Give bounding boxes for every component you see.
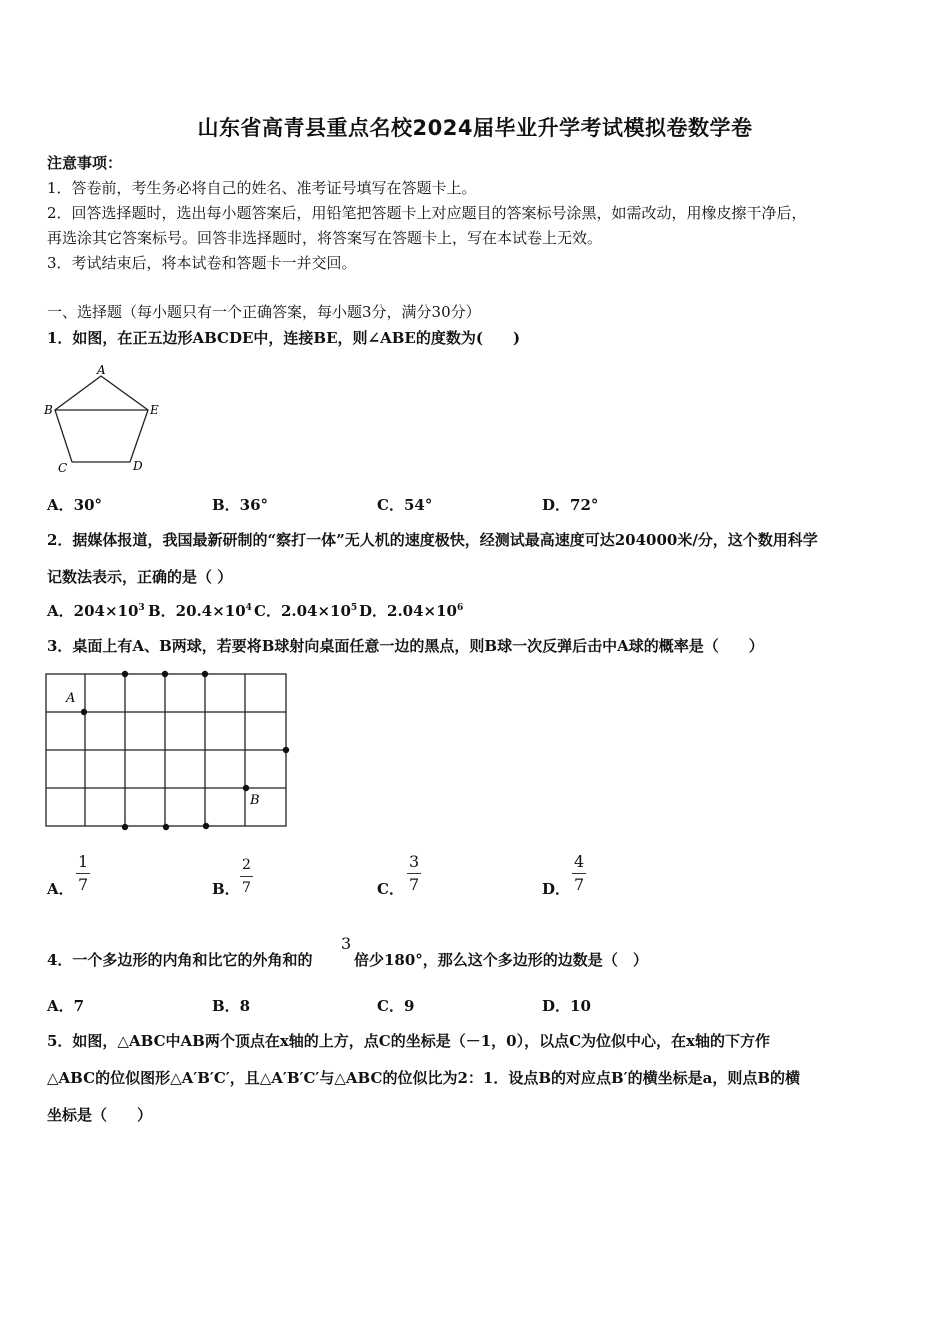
q1-option-b: B．36°: [212, 496, 269, 514]
pentagon-label-e: E: [150, 403, 159, 417]
question-2-stem-line2: 记数法表示，正确的是（ ）: [47, 568, 233, 586]
billiard-grid-figure: [40, 666, 295, 836]
edge-dot: [122, 824, 128, 830]
q1-option-c: C．54°: [377, 496, 433, 514]
edge-dot: [283, 747, 289, 753]
notice-heading: 注意事项：: [47, 154, 123, 172]
q2-option-c: C．$2.04\times 10^5$: [254, 602, 358, 620]
pentagon-label-c: C: [58, 461, 68, 475]
pentagon-label-d: D: [133, 459, 143, 473]
q3-option-a-letter: A．: [47, 880, 74, 898]
ball-a-dot: [81, 709, 87, 715]
pentagon-label-b: B: [44, 403, 53, 417]
question-4-number: 3: [341, 934, 352, 953]
grid-label-b: B: [250, 793, 260, 808]
pentagon-label-a: A: [97, 363, 106, 377]
notice-item: 2．回答选择题时，选出每小题答案后，用铅笔把答题卡上对应题目的答案标号涂黑，如需改动，用橡皮擦干净后，: [47, 204, 807, 222]
q1-option-d: D．72°: [542, 496, 599, 514]
pentagon-figure: [40, 362, 165, 477]
q3-option-b-letter: B．: [212, 880, 240, 898]
q3-option-c-fraction: 3 7: [409, 852, 420, 894]
q3-option-d-letter: D．: [542, 880, 571, 898]
q2-option-d: D．$2.04\times 10^6$: [359, 602, 464, 620]
notice-item: 3．考试结束后，将本试卷和答题卡一并交回。: [47, 254, 357, 272]
q3-option-d-fraction: 4 7: [574, 852, 585, 894]
edge-dot: [202, 671, 208, 677]
question-2-stem-line1: 2．据媒体报道，我国最新研制的“察打一体”无人机的速度极快，经测试最高速度可达204000米/分，这个数用科学: [47, 531, 818, 549]
notice-item: 1．答卷前，考生务必将自己的姓名、准考证号填写在答题卡上。: [47, 179, 477, 197]
question-5-line1: 5．如图，△ABC中AB两个顶点在x轴的上方，点C的坐标是（－1，0），以点C为位似中心，在x轴的下方作: [47, 1032, 770, 1050]
q1-option-a: A．30°: [47, 496, 103, 514]
q4-option-a: A．7: [47, 997, 85, 1015]
edge-dot: [163, 824, 169, 830]
q4-option-b: B．8: [212, 997, 251, 1015]
question-4-stem-b: 倍少180°，那么这个多边形的边数是（ ）: [354, 951, 648, 969]
q4-option-d: D．10: [542, 997, 591, 1015]
grid-label-a: A: [66, 691, 76, 706]
edge-dot: [203, 823, 209, 829]
q2-option-a: A．$204\times 10^3$: [47, 602, 145, 620]
question-1-stem: 1．如图，在正五边形ABCDE中，连接BE，则∠ABE的度数为( ): [47, 329, 521, 347]
question-4-stem-a: 4．一个多边形的内角和比它的外角和的: [47, 951, 313, 969]
edge-dot: [162, 671, 168, 677]
q4-option-c: C．9: [377, 997, 415, 1015]
ball-b-dot: [243, 785, 249, 791]
section-heading: 一、选择题（每小题只有一个正确答案，每小题3分，满分30分）: [47, 303, 481, 321]
q3-option-c-letter: C．: [377, 880, 404, 898]
question-5-line2: △ABC的位似图形△A′B′C′，且△A′B′C′与△ABC的位似比为2：1．设点B的对应点B′的横坐标是a，则点B的横: [47, 1069, 801, 1087]
q3-option-a-fraction: 1 7: [78, 852, 89, 894]
q3-option-b-fraction: 2 7: [242, 857, 251, 896]
question-3-stem: 3．桌面上有A、B两球，若要将B球射向桌面任意一边的黑点，则B球一次反弹后击中A球的概率是（ ）: [47, 637, 764, 655]
page-title: 山东省高青县重点名校2024届毕业升学考试模拟卷数学卷: [197, 116, 753, 140]
edge-dot: [122, 671, 128, 677]
notice-item: 再选涂其它答案标号。回答非选择题时，将答案写在答题卡上，写在本试卷上无效。: [47, 229, 603, 247]
q2-option-b: B．$20.4\times 10^4$: [148, 602, 252, 620]
question-5-line3: 坐标是（ ）: [47, 1106, 153, 1124]
